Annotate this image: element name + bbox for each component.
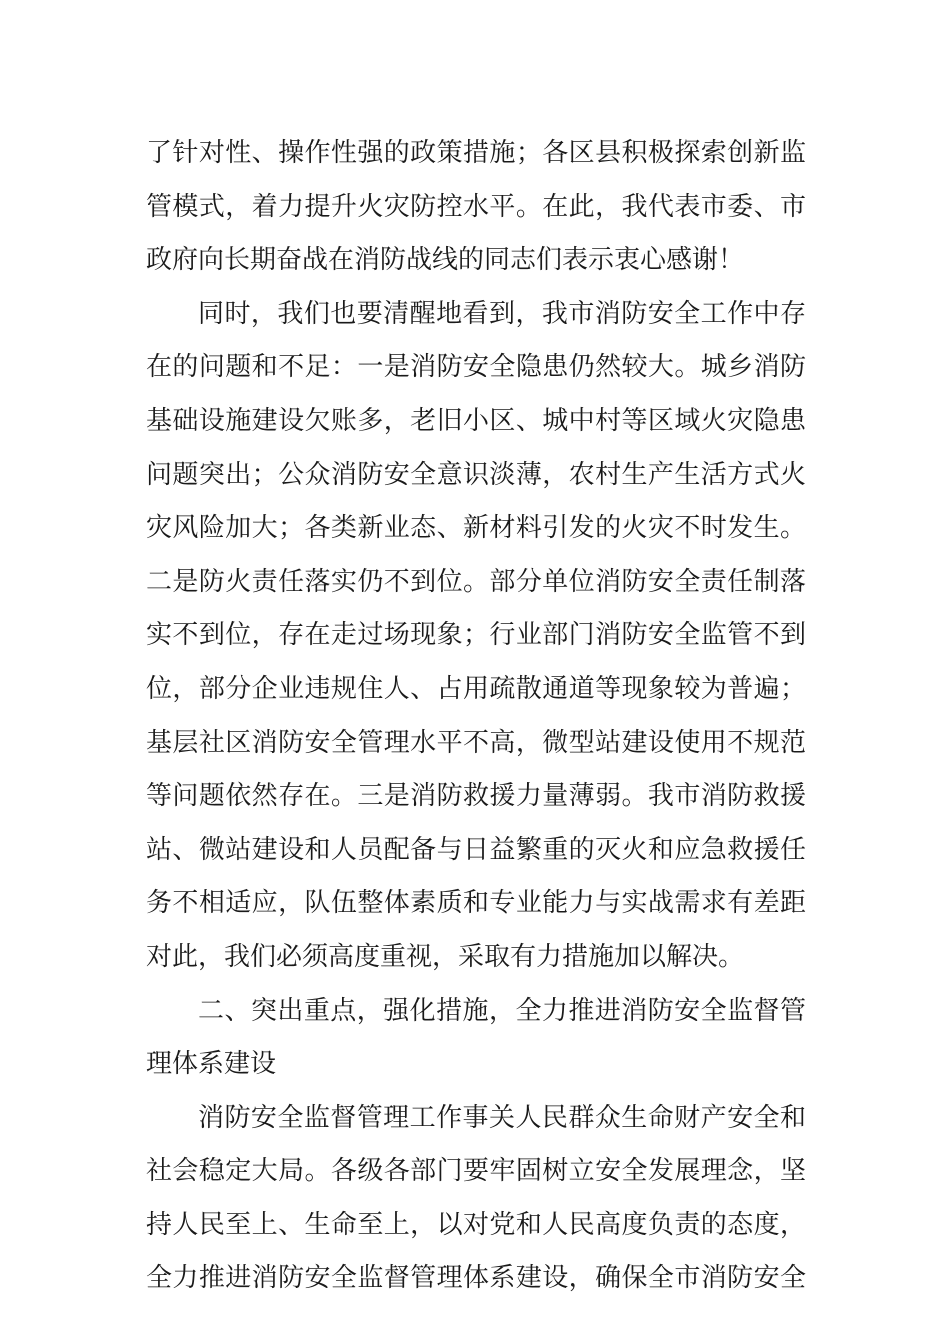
text-line: 等问题依然存在。三是消防救援力量薄弱。我市消防救援	[146, 781, 806, 812]
document-body	[146, 127, 806, 1306]
text-line: 政府向长期奋战在消防战线的同志们表示衷心感谢！	[146, 245, 745, 276]
text-line: 对此，我们必须高度重视，采取有力措施加以解决。	[146, 941, 745, 972]
text-line: 二、突出重点，强化措施，全力推进消防安全监督管	[198, 995, 806, 1026]
text-line: 二是防火责任落实仍不到位。部分单位消防安全责任制落	[146, 566, 806, 597]
text-line: 社会稳定大局。各级各部门要牢固树立安全发展理念，坚	[146, 1156, 806, 1187]
text-line: 灾风险加大；各类新业态、新材料引发的火灾不时发生。	[146, 513, 806, 544]
text-line: 在的问题和不足：一是消防安全隐患仍然较大。城乡消防	[146, 352, 806, 383]
text-line: 务不相适应，队伍整体素质和专业能力与实战需求有差距	[146, 888, 806, 919]
text-line: 消防安全监督管理工作事关人民群众生命财产安全和	[198, 1102, 806, 1133]
text-line: 了针对性、操作性强的政策措施；各区县积极探索创新监	[146, 138, 806, 168]
text-line: 基层社区消防安全管理水平不高，微型站建设使用不规范	[146, 727, 806, 758]
text-line: 基础设施建设欠账多，老旧小区、城中村等区域火灾隐患	[146, 405, 806, 436]
text-line: 管模式，着力提升火灾防控水平。在此，我代表市委、市	[146, 191, 806, 222]
text-line: 同时，我们也要清醒地看到，我市消防安全工作中存	[198, 298, 806, 329]
text-line: 全力推进消防安全监督管理体系建设，确保全市消防安全	[146, 1263, 806, 1294]
text-line: 问题突出；公众消防安全意识淡薄，农村生产生活方式火	[146, 459, 806, 490]
text-line: 理体系建设	[146, 1049, 277, 1080]
text-line: 站、微站建设和人员配备与日益繁重的灭火和应急救援任	[146, 834, 806, 865]
text-line: 位，部分企业违规住人、占用疏散通道等现象较为普遍；	[146, 673, 806, 704]
text-line: 持人民至上、生命至上，以对党和人民高度负责的态度，	[146, 1209, 806, 1240]
text-line: 实不到位，存在走过场现象；行业部门消防安全监管不到	[146, 620, 806, 651]
